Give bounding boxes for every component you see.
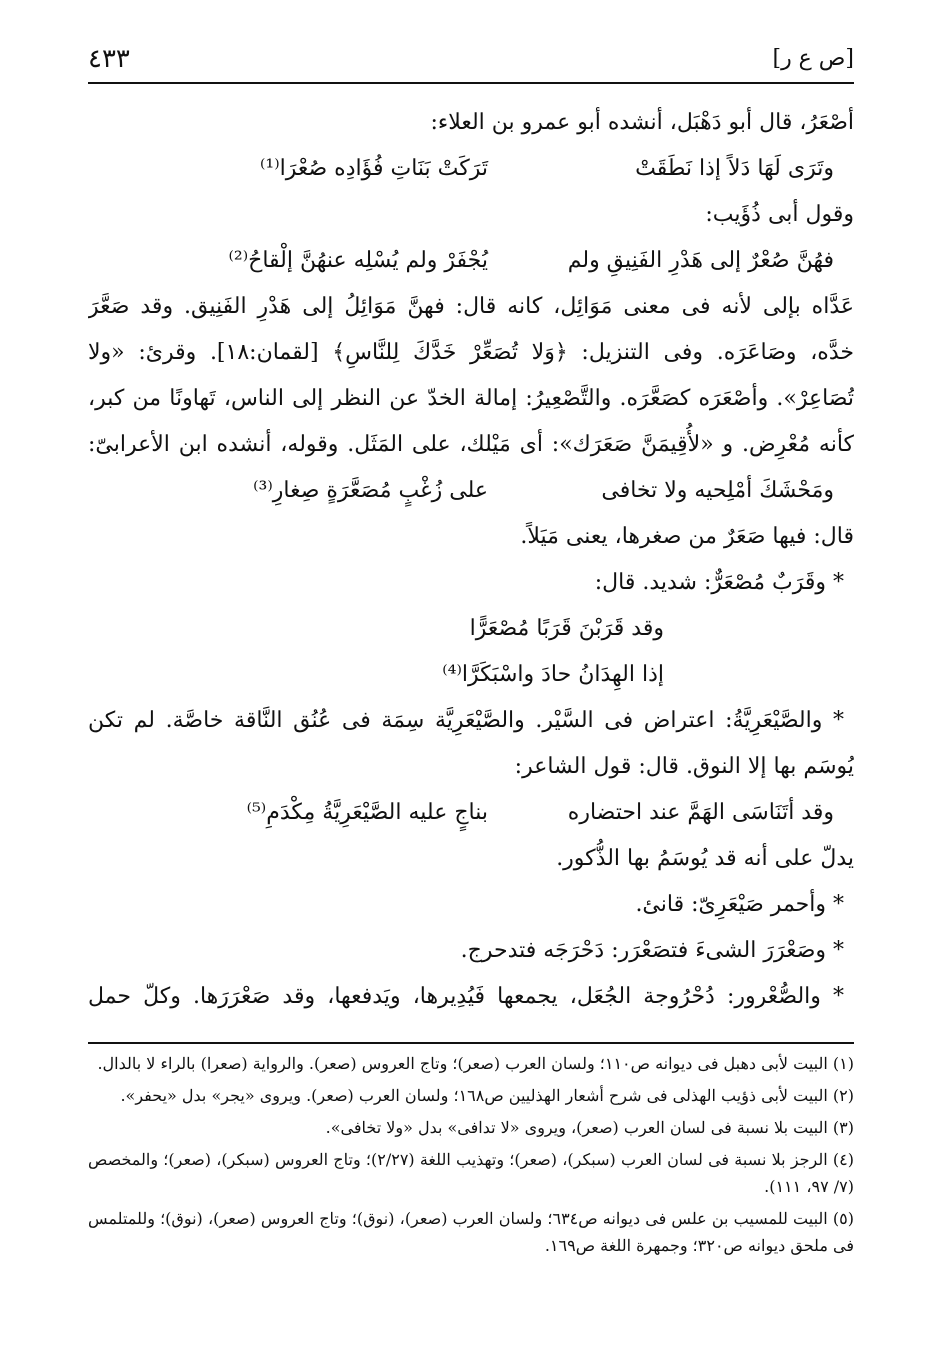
footnotes: [88, 1050, 854, 1264]
verse-second-hemistich: على زُغْبٍ مُصَعَّرَةٍ صِغارِ⁽³⁾: [253, 478, 488, 503]
footnote-separator: [88, 1042, 854, 1044]
text-line: كأنه مُعْرِض. و «لأُقِيمَنَّ صَعَرَك»: أى مَيْلك، على المَثَل. وقوله، أنشده ابن الأعرابىّ:: [88, 432, 854, 457]
text-line: * وأحمر صَيْعَرِىّ: قانئ.: [635, 892, 844, 917]
rajaz-line: وقد قَرَبْنَ قَرَبًا مُصْعَرًّا: [469, 616, 664, 641]
poem-verse: [88, 146, 854, 192]
text-line: تُصَاعِرْ». وأصْعَرَه كصَعَّرَه. والتَّصْعِيرُ: إمالة الخدّ عن النظر إلى الناس، تَهاونًا من كبر،: [88, 386, 854, 411]
root-heading: [ص ع ر]: [772, 46, 854, 71]
verse-first-hemistich: فهُنَّ صُعْرٌ إلى هَدْرِ الفَنِيقِ ولم: [567, 248, 834, 273]
verse-first-hemistich: ومَحْشَكَ أمْلِحيه ولا تخافى: [601, 478, 834, 503]
page-number: ٤٣٣: [88, 44, 130, 74]
footnote: (٢) البيت لأبى ذؤيب الهذلى فى شرح أشعار الهذليين ص١٦٨؛ ولسان العرب (صعر). ويروى «يجر» بدل «يحفر».: [120, 1086, 854, 1105]
text-line: * وقَرَبٌ مُصْعَرٌّ: شديد. قال:: [594, 570, 844, 595]
footnote: (٥) البيت للمسيب بن علس فى ديوانه ص٦٣٤؛ ولسان العرب (صعر)، (نوق)؛ وتاج العروس (صعر)، (نوق)؛ وللمتلمس فى ملحق ديوانه ص٣٢٠؛ وجمهرة اللغة ص١٦٩.: [88, 1209, 855, 1255]
verse-second-hemistich: تَرَكَتْ بَنَاتِ فُؤَادِه صُعْرَا⁽¹⁾: [260, 156, 488, 181]
footnote: (٤) الرجز بلا نسبة فى لسان العرب (سبكر)، (صعر)؛ وتهذيب اللغة (٢/٢٧)؛ وتاج العروس (سبكر)، (صعر)؛ والمخصص (٧/ ٩٧، ١١١).: [88, 1150, 854, 1196]
verse-second-hemistich: يُجْفَرْ ولم يُسْلِه عنهُنَّ إلْقاحُ⁽²⁾: [228, 248, 488, 273]
text-line: * والصَّيْعَرِيَّةُ: اعتراض فى السَّيْر. والصَّيْعَرِيَّة سِمَة فى عُنُق النَّاقة خاصَّة. لم تكن: [88, 708, 844, 733]
page-header: [88, 42, 854, 84]
rajaz-line: إذا الهِدَانُ حادَ واسْبَكَرَّا⁽⁴⁾: [442, 662, 664, 687]
verse-first-hemistich: وقد أتَنَاسَى الهَمَّ عند احتضاره: [567, 800, 834, 825]
poem-verse: [88, 238, 854, 284]
poem-verse: [88, 468, 854, 514]
footnote: (٣) البيت بلا نسبة فى لسان العرب (صعر)، ويروى «لا تدافى» بدل «ولا تخافى».: [325, 1118, 854, 1137]
text-line: خدَّه، وصَاعَرَه. وفى التنزيل: ﴿وَلا تُصَعِّرْ خَدَّكَ لِلنَّاسِ﴾ [لقمان:١٨]. وقرئ: «ولا: [88, 340, 854, 365]
text-line: يدلّ على أنه قد يُوسَمُ بها الذُّكور.: [556, 846, 854, 871]
entry-body: [88, 100, 854, 1020]
text-line: أصْعَرُ، قال أبو دَهْبَل، أنشده أبو عمرو بن العلاء:: [430, 110, 854, 135]
text-line: * والصُّعْرور: دُحْرُوجة الجُعَل، يجمعها فَيُدِيرها، ويَدفعها، وقد صَعْرَرَها. وكلّ حمل: [88, 984, 844, 1009]
footnote: (١) البيت لأبى دهبل فى ديوانه ص١١٠؛ ولسان العرب (صعر)؛ وتاج العروس (صعر). والرواية (صعرا) بالراء لا بالدال.: [97, 1054, 854, 1073]
text-line: وقول أبى ذُؤَيب:: [705, 202, 854, 227]
poem-verse: [88, 790, 854, 836]
text-line: قال: فيها صَعَرٌ من صغرها، يعنى مَيَلاً.: [520, 524, 854, 549]
text-line: يُوسَم بها إلا النوق. قال: قول الشاعر:: [514, 754, 854, 779]
text-line: عَدَّاه بإلى لأنه فى معنى مَوَائِل، كانه قال: فهنَّ مَوَائِلُ إلى هَدْرِ الفَنِيق. وقد صَعَّرَ: [88, 294, 854, 319]
verse-first-hemistich: وتَرَى لَهَا دَلاً إذا نَطَقَتْ: [635, 156, 834, 181]
text-line: * وصَعْرَرَ الشىءَ فتصَعْرَر: دَحْرَجَه فتدحرج.: [460, 938, 844, 963]
verse-second-hemistich: بناجٍ عليه الصَّيْعَرِيَّةُ مِكْدَمِ⁽⁵⁾: [246, 800, 488, 825]
